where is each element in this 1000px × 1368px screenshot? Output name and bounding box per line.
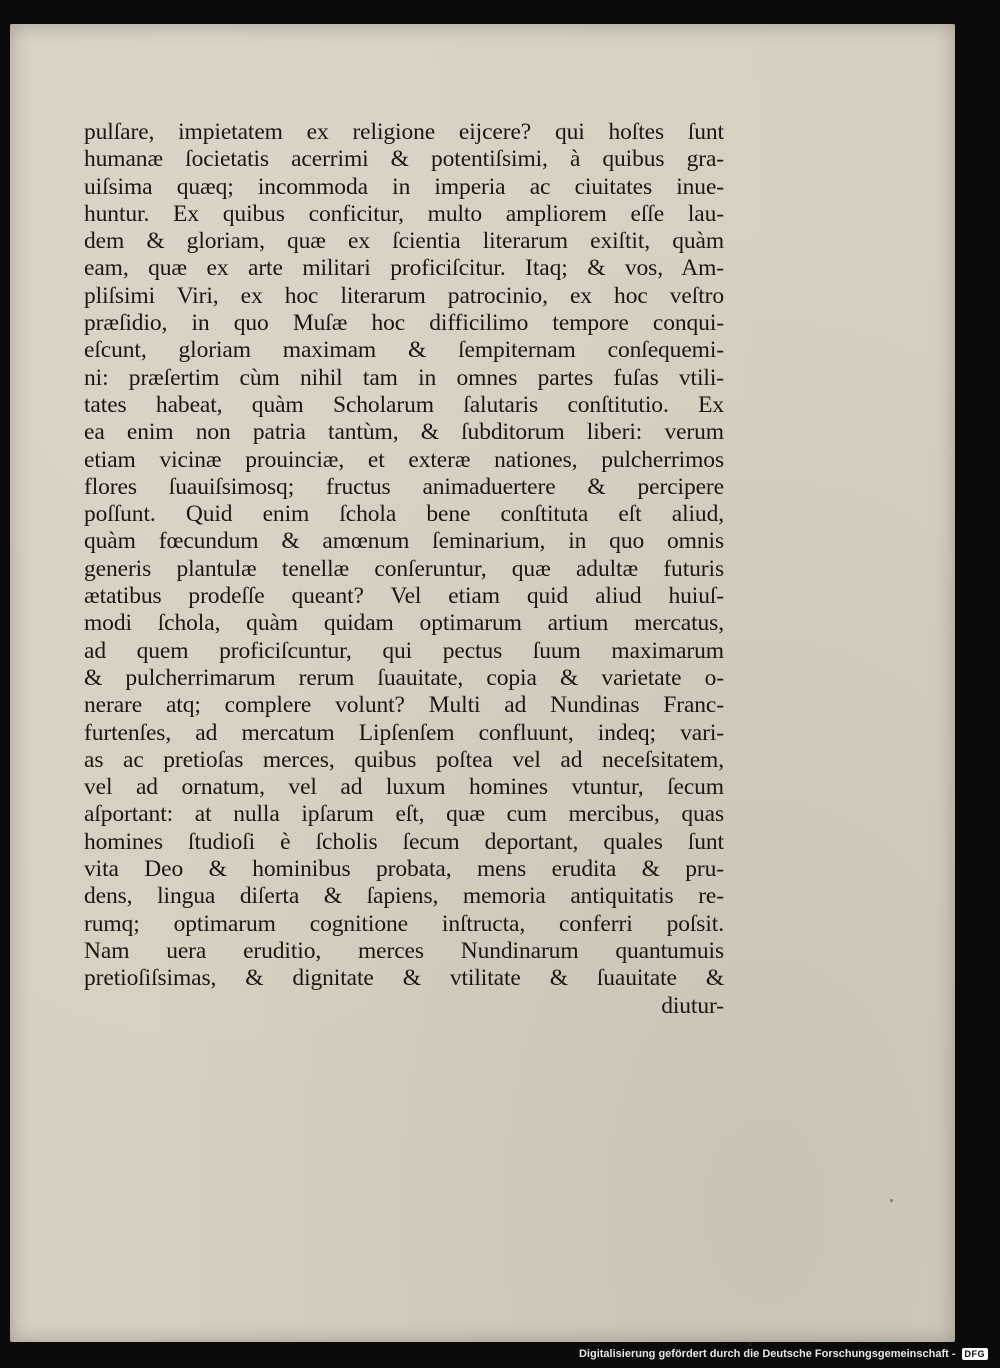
- text-line: rumq; optimarum cognitione inſtructa, conferri poſsit.: [84, 910, 724, 937]
- text-line: ea enim non patria tantùm, & ſubditorum liberi: verum: [84, 419, 724, 446]
- text-line: etiam vicinæ prouinciæ, et exteræ nationes, pulcherrimos: [84, 446, 724, 473]
- text-line: vita Deo & hominibus probata, mens erudita & pru-: [84, 856, 724, 883]
- page-text: [84, 119, 724, 1020]
- text-line: pliſsimi Viri, ex hoc literarum patrocinio, ex hoc veſtro: [84, 282, 724, 309]
- text-line: homines ſtudioſi è ſcholis ſecum deportant, quales ſunt: [84, 828, 724, 855]
- text-line: vel ad ornatum, vel ad luxum homines vtuntur, ſecum: [84, 774, 724, 801]
- text-line: humanæ ſocietatis acerrimi & potentiſsimi, à quibus gra-: [84, 146, 724, 173]
- paper-speck: [748, 1342, 752, 1346]
- text-line: huntur. Ex quibus conficitur, multo ampliorem eſſe lau-: [84, 200, 724, 227]
- text-line: modi ſchola, quàm quidam optimarum artium mercatus,: [84, 610, 724, 637]
- text-line: ætatibus prodeſſe queant? Vel etiam quid aliud huiuſ-: [84, 583, 724, 610]
- text-line: pulſare, impietatem ex religione eijcere? qui hoſtes ſunt: [84, 119, 724, 145]
- text-line: eſcunt, gloriam maximam & ſempiternam conſequemi-: [84, 337, 724, 364]
- text-line: ad quem proficiſcuntur, qui pectus ſuum maximarum: [84, 637, 724, 664]
- text-line: dens, lingua diſerta & ſapiens, memoria antiquitatis re-: [84, 883, 724, 910]
- text-line: ni: præſertim cùm nihil tam in omnes partes fuſas vtili-: [84, 364, 724, 391]
- dfg-logo: DFG: [962, 1348, 989, 1360]
- text-line: pretioſiſsimas, & dignitate & vtilitate & ſuauitate &: [84, 965, 724, 992]
- paper-speck: [890, 1199, 893, 1202]
- text-line: nerare atq; complere volunt? Multi ad Nundinas Franc-: [84, 692, 724, 719]
- text-line: aſportant: at nulla ipſarum eſt, quæ cum mercibus, quas: [84, 801, 724, 828]
- text-line: Nam uera eruditio, merces Nundinarum quantumuis: [84, 937, 724, 964]
- text-line: flores ſuauiſsimosq; fructus animaduertere & percipere: [84, 473, 724, 500]
- text-line: as ac pretioſas merces, quibus poſtea vel ad neceſsitatem,: [84, 746, 724, 773]
- text-line: eam, quæ ex arte militari proficiſcitur. Itaq; & vos, Am-: [84, 255, 724, 282]
- text-line: uiſsima quæq; incommoda in imperia ac ciuitates inue-: [84, 173, 724, 200]
- text-line: præſidio, in quo Muſæ hoc difficilimo tempore conqui-: [84, 310, 724, 337]
- text-line: furtenſes, ad mercatum Lipſenſem confluunt, indeq; vari-: [84, 719, 724, 746]
- footer-credit: Digitalisierung gefördert durch die Deutsche Forschungsgemeinschaft -: [578, 1348, 956, 1360]
- digitization-footer: [579, 1348, 988, 1360]
- text-line: quàm fœcundum & amœnum ſeminarium, in quo omnis: [84, 528, 724, 555]
- text-line: tates habeat, quàm Scholarum ſalutaris conſtitutio. Ex: [84, 391, 724, 418]
- text-line: dem & gloriam, quæ ex ſcientia literarum exiſtit, quàm: [84, 228, 724, 255]
- text-line: diutur-: [661, 992, 724, 1019]
- text-line: poſſunt. Quid enim ſchola bene conſtituta eſt aliud,: [84, 501, 724, 528]
- book-page: [10, 24, 955, 1342]
- text-line: & pulcherrimarum rerum ſuauitate, copia & varietate o-: [84, 664, 724, 691]
- text-line: generis plantulæ tenellæ conſeruntur, quæ adultæ futuris: [84, 555, 724, 582]
